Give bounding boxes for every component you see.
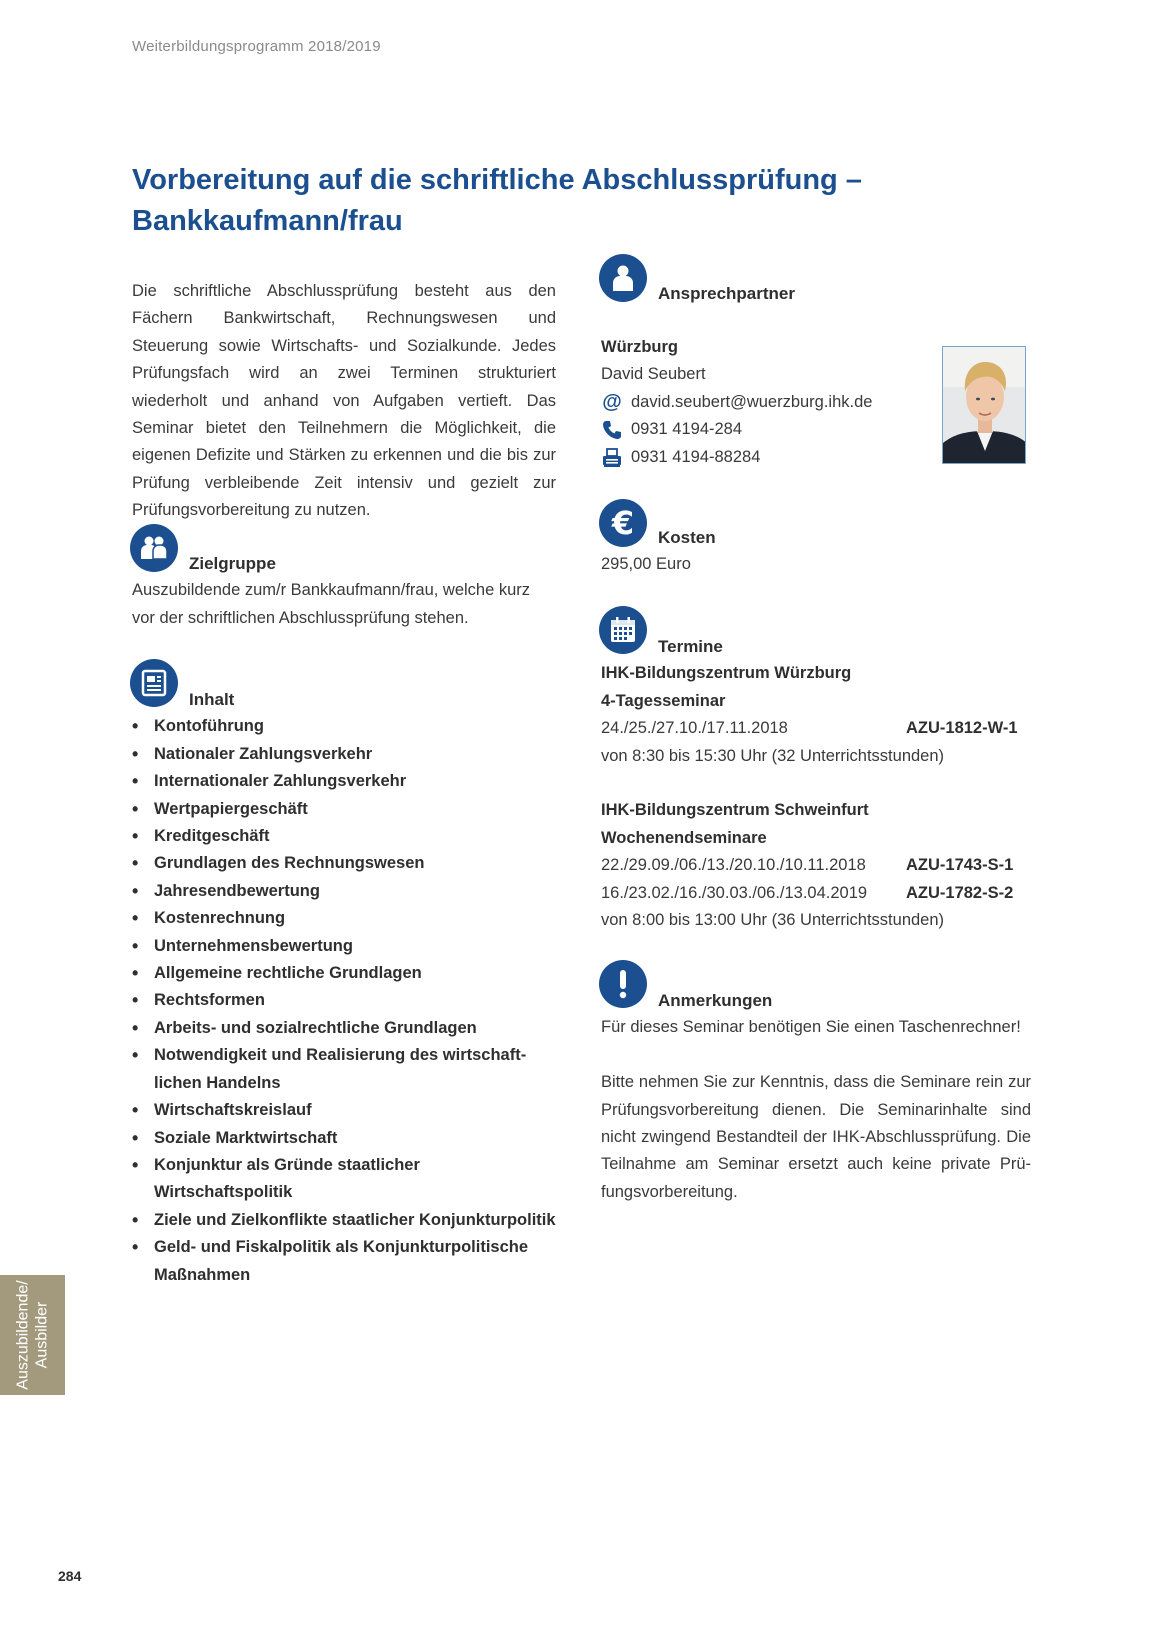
contact-location: Würzburg xyxy=(601,338,678,356)
zielgruppe-section xyxy=(132,550,556,632)
contact-phone: 0931 4194-284 xyxy=(631,420,743,439)
list-item: • Unternehmensbewertung xyxy=(132,933,556,960)
contact-fax: 0931 4194-88284 xyxy=(631,447,761,466)
termine-time-2: von 8:00 bis 13:00 Uhr (36 Unterrichtsstunden) xyxy=(601,911,945,930)
list-item: • Soziale Marktwirtschaft xyxy=(132,1125,556,1152)
section-tab xyxy=(0,1275,65,1395)
list-item: • Konjunktur als Gründe staatlicher Wirtschaftspolitik xyxy=(132,1152,556,1207)
list-item: • Wertpapiergeschäft xyxy=(132,796,556,823)
termine-location-1: IHK-Bildungszentrum Würzburg xyxy=(601,664,852,683)
list-item: • Ziele und Zielkonflikte staatlicher Konjunkturpolitik xyxy=(132,1207,556,1234)
date-row xyxy=(601,715,1031,742)
list-item: • Arbeits- und sozialrechtliche Grundlagen xyxy=(132,1015,556,1042)
list-item: • Rechtsformen xyxy=(132,987,556,1014)
course-code: AZU-1812-W-1 xyxy=(906,719,1018,738)
list-item: • Geld- und Fiskalpolitik als Konjunkturpolitische Maßnahmen xyxy=(132,1234,556,1289)
page-title-line-2: Bankkaufmann/frau xyxy=(132,205,403,237)
contact-title: Ansprechpartner xyxy=(658,284,795,303)
list-item: • Grundlagen des Rechnungswesen xyxy=(132,850,556,877)
running-title: Weiterbildungsprogramm 2018/2019 xyxy=(132,38,381,55)
termine-time-1: von 8:30 bis 15:30 Uhr (32 Unterrichtsstunden) xyxy=(601,746,945,765)
date-text: 22./29.09./06./13./20.10./10.11.2018 xyxy=(601,856,866,875)
kosten-title: Kosten xyxy=(658,528,716,547)
at-icon: @ xyxy=(602,391,622,414)
kosten-price: 295,00 Euro xyxy=(601,555,691,574)
date-text: 24./25./27.10./17.11.2018 xyxy=(601,719,788,738)
anmerkungen-note-1: Für dieses Seminar benötigen Sie einen Taschenrechner! xyxy=(601,1018,1021,1037)
section-tab-line-1: Auszubildende/ xyxy=(14,1280,32,1390)
list-item: • Notwendigkeit und Realisierung des wirtschaft-lichen Handelns xyxy=(132,1042,556,1097)
inhalt-title: Inhalt xyxy=(189,690,235,709)
termine-section xyxy=(601,633,1031,934)
date-text: 16./23.02./16./30.03./06./13.04.2019 xyxy=(601,883,868,902)
termine-title: Termine xyxy=(658,637,723,656)
inhalt-section xyxy=(132,686,556,1289)
course-code: AZU-1743-S-1 xyxy=(906,856,1014,875)
list-item: • Kreditgeschäft xyxy=(132,823,556,850)
list-item: • Internationaler Zahlungsverkehr xyxy=(132,768,556,795)
termine-format-2: Wochenendseminare xyxy=(601,828,767,847)
anmerkungen-section xyxy=(601,987,1031,1206)
zielgruppe-title: Zielgruppe xyxy=(189,554,276,573)
fax-icon xyxy=(601,447,623,469)
zielgruppe-text: Auszubildende zum/r Bankkaufmann/frau, welche kurz vor der schriftlichen Abschlussprüfung stehen. xyxy=(132,581,531,627)
date-row xyxy=(601,880,1031,907)
section-tab-line-2: Ausbilder xyxy=(33,1301,51,1369)
anmerkungen-note-2: Bitte nehmen Sie zur Kenntnis, dass die Seminare rein zur Prüfungsvorbereitung dienen. Die Seminarinhalte sind nicht zwingend Bestandteil der IHK-Abschlussprüfung. Die Teilnahme am Seminar ersetzt auch keine private Prü-fungsvorbereitung. xyxy=(601,1073,1031,1201)
page-number: 284 xyxy=(58,1568,82,1584)
course-code: AZU-1782-S-2 xyxy=(906,883,1014,902)
phone-icon xyxy=(601,419,623,441)
list-item: • Kostenrechnung xyxy=(132,905,556,932)
kosten-section xyxy=(601,524,1031,579)
contact-name: David Seubert xyxy=(601,365,706,384)
list-item: • Kontoführung xyxy=(132,713,556,740)
contact-photo xyxy=(942,346,1026,464)
termine-format-1: 4-Tagesseminar xyxy=(601,691,726,710)
date-row xyxy=(601,852,1031,879)
page-title xyxy=(132,160,1032,242)
list-item: • Jahresendbewertung xyxy=(132,878,556,905)
contact-email[interactable]: david.seubert@wuerzburg.ihk.de xyxy=(631,392,873,411)
anmerkungen-title: Anmerkungen xyxy=(658,991,773,1010)
list-item: • Allgemeine rechtliche Grundlagen xyxy=(132,960,556,987)
list-item: • Wirtschaftskreislauf xyxy=(132,1097,556,1124)
page-title-line-1: Vorbereitung auf die schriftliche Abschlussprüfung – xyxy=(132,164,862,196)
intro-text: Die schriftliche Abschlussprüfung besteht aus den Fächern Bankwirtschaft, Rechnungswesen und Steuerung sowie Wirtschafts- und Sozialkunde. Jedes Prüfungsfach wird an zwei Terminen strukturiert wiederholt und anhand von Aufgaben vertieft. Das Seminar bietet den Teilnehmern die Möglichkeit, die eigenen Defizite und Stärken zu erkennen und die bis zur Prüfung verbleibende Zeit intensiv und gezielt zur Prüfungsvorbereitung zu nutzen. xyxy=(132,282,556,520)
inhalt-list xyxy=(132,713,556,1289)
euro-icon: € xyxy=(599,499,647,547)
termine-location-2: IHK-Bildungszentrum Schweinfurt xyxy=(601,801,869,820)
list-item: • Nationaler Zahlungsverkehr xyxy=(132,741,556,768)
